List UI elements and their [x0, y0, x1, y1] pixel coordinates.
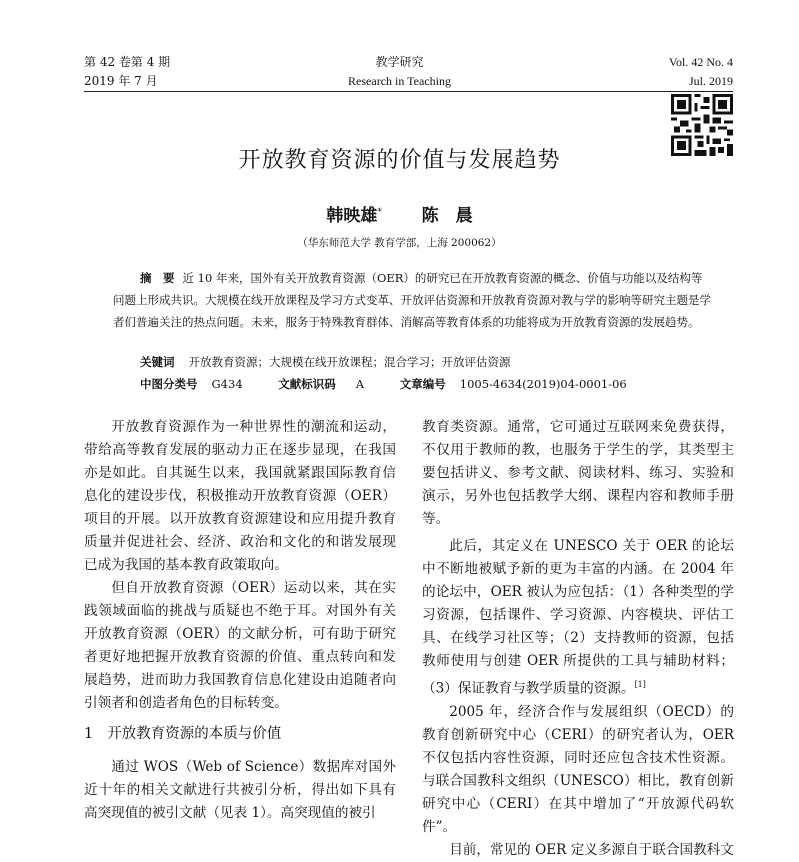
abstract-label: 摘 要: [140, 271, 175, 285]
article-number-value: 1005-4634(2019)04-0001-06: [459, 377, 627, 391]
publication-date-en: Jul. 2019: [688, 74, 733, 88]
journal-name: 教学研究: [375, 55, 424, 69]
doc-code-label: 文献标识码: [278, 377, 336, 391]
section-title: 开放教育资源的本质与价值: [107, 726, 282, 742]
paragraph: 开放教育资源作为一种世界性的潮流和运动，带给高等教育发展的驱动力正在逐步显现，在我国亦是如此。自其诞生以来，我国就紧跟国际教育信息化的建设步伐，积极推动开放教育资源（OER）项目的开展。以开放教育资源建设和应用提升教育质量并促进社会、经济、政治和文化的和谐发展现已成为我国的基本教育政策取向。: [84, 419, 396, 573]
doc-code-value: A: [355, 377, 365, 391]
body-right-column: [422, 416, 734, 862]
paragraph: 通过 WOS（Web of Science）数据库对国外近十年的相关文献进行共被引分析，得出如下具有高突现值的被引文献（见表 1）。高突现值的被引: [84, 759, 396, 821]
abstract: [113, 267, 713, 333]
clc-value: G434: [211, 377, 243, 391]
keywords-text: 开放教育资源；大规模在线开放课程；混合学习；开放评估资源: [188, 355, 511, 369]
author-1: 韩映雄: [326, 206, 378, 226]
article-number-label: 文章编号: [399, 377, 446, 391]
corresponding-author-mark: *: [377, 207, 382, 218]
citation-ref: [1]: [634, 680, 646, 689]
publication-date: 2019 年 7 月: [84, 74, 158, 88]
section-heading: [84, 723, 396, 746]
keywords-label: 关键词: [140, 355, 175, 369]
clc-label: 中图分类号: [140, 377, 198, 391]
paragraph: 教育类资源。通常，它可通过互联网来免费获得，不仅用于教师的教，也服务于学生的学，其类型主要包括讲义、参考文献、阅读材料、练习、实验和演示，另外也包括教学大纲、课程内容和教师手册等。: [422, 419, 734, 527]
author-2: 陈 晨: [421, 206, 473, 226]
classification-row: [140, 373, 700, 395]
paragraph: [422, 535, 734, 701]
volume-issue: 第 42 卷第 4 期: [84, 55, 171, 69]
journal-name-en: Research in Teaching: [348, 74, 451, 88]
paragraph: 2005 年，经济合作与发展组织（OECD）的教育创新研究中心（CERI）的研究者认为，OER 不仅包括内容性资源，同时还应包含技术性资源。与联合国教科文组织（UNESCO）相比，教育创新研究中心（CERI）在其中增加了“开放源代码软件”。: [422, 703, 734, 835]
abstract-text: 近 10 年来，国外有关开放教育资源（OER）的研究已在开放教育资源的概念、价值与功能以及结构等问题上形成共识。大规模在线开放课程及学习方式变革、开放评估资源和开放教育资源对教与学的影响等研究主题是学者们普遍关注的热点问题。未来，服务于特殊教育群体、消解高等教育体系的功能将成为开放教育资源的发展趋势。: [113, 271, 711, 329]
section-number: 1: [84, 726, 94, 742]
paragraph: 但自开放教育资源（OER）运动以来，其在实践领域面临的挑战与质疑也不绝于耳。对国外有关开放教育资源（OER）的文献分析，可有助于研究者更好地把握开放教育资源的价值、重点转向和发展趋势，进而助力我国教育信息化建设由追随者向引领者和创造者角色的目标转变。: [84, 580, 396, 711]
volume-issue-en: Vol. 42 No. 4: [668, 55, 733, 69]
body-left-column: [84, 416, 396, 825]
paragraph: 目前，常见的 OER 定义多源自于联合国教科文: [449, 841, 734, 858]
paragraph-text: 此后，其定义在 UNESCO 关于 OER 的论坛中不断地被赋予新的更为丰富的内涵。在 2004 年的论坛中，OER 被认为应包括：（1）各种类型的学习资源，包括课件、学习资源、内容模块、评估工具、在线学习社区等；（2）支持教师的资源，包括教师使用与创建 OER 所提供的工具与辅助材料；（3）保证教育与教学质量的资源。: [422, 538, 734, 697]
author-list: [0, 201, 799, 226]
header-rule: [84, 91, 733, 92]
article-title: 开放教育资源的价值与发展趋势: [238, 148, 561, 173]
keywords: [140, 351, 700, 373]
affiliation: （华东师范大学 教育学部，上海 200062）: [297, 237, 502, 249]
